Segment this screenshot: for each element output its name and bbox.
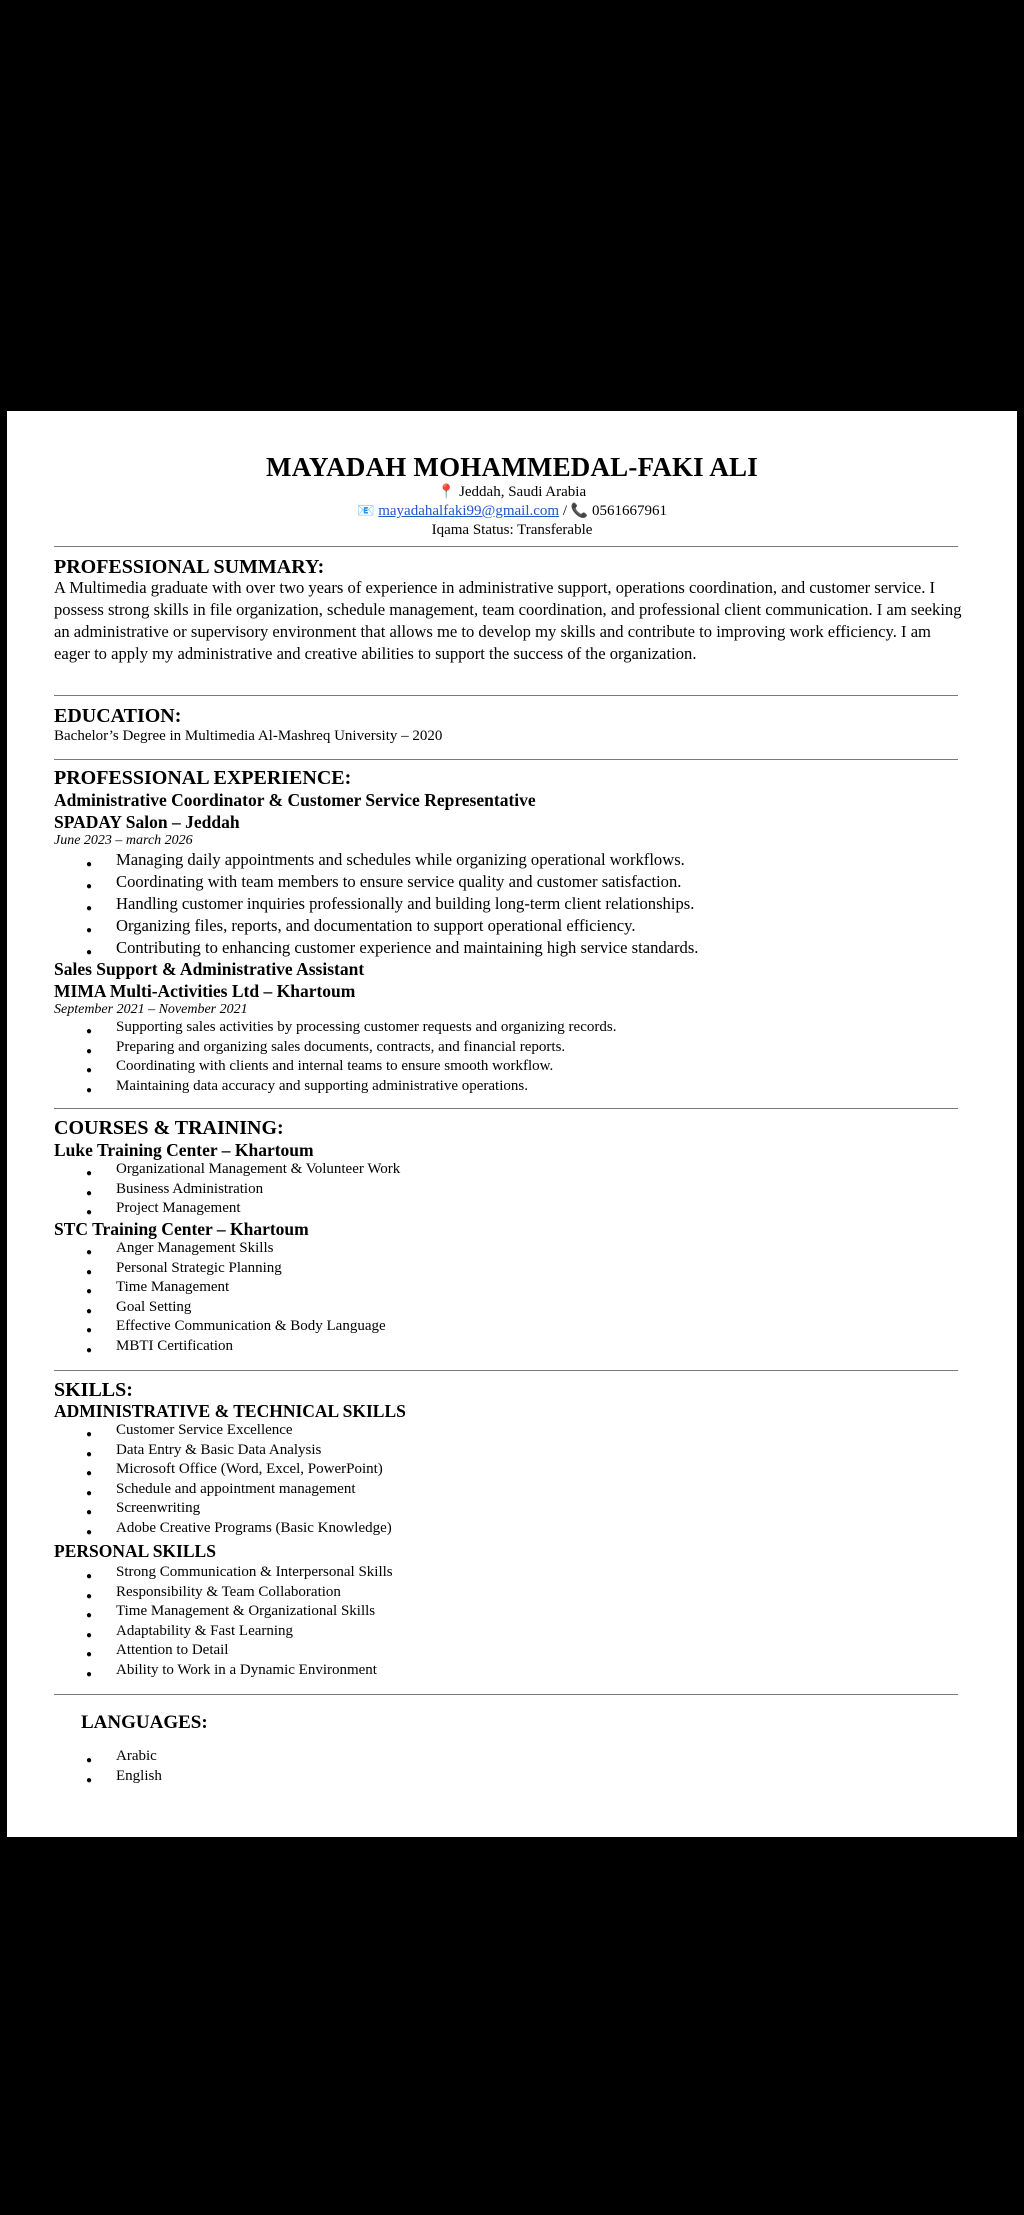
experience-title: PROFESSIONAL EXPERIENCE:	[54, 767, 352, 789]
skills-title: SKILLS:	[54, 1379, 133, 1401]
education-title: EDUCATION:	[54, 705, 182, 727]
divider	[54, 1108, 958, 1109]
list-item: ● Goal Setting	[7, 1298, 386, 1318]
list-item: ● English	[7, 1767, 162, 1787]
candidate-name: MAYADAH MOHAMMEDAL-FAKI ALI	[266, 452, 758, 482]
divider	[54, 695, 958, 696]
list-item: ● Microsoft Office (Word, Excel, PowerPoint)	[7, 1460, 392, 1480]
resume-page	[7, 411, 1017, 1837]
email-link[interactable]: mayadahalfaki99@gmail.com	[378, 503, 560, 519]
list-item: ● Coordinating with clients and internal teams to ensure smooth workflow.	[7, 1057, 616, 1077]
skills-list	[7, 1563, 393, 1681]
training-center: Luke Training Center – Khartoum	[54, 1140, 314, 1160]
job-company: MIMA Multi-Activities Ltd – Khartoum	[54, 981, 356, 1001]
languages-title: LANGUAGES:	[81, 1712, 208, 1733]
list-item: ● Organizing files, reports, and documentation to support operational efficiency.	[7, 915, 698, 937]
divider	[54, 1370, 958, 1371]
job-dates: September 2021 – November 2021	[54, 1002, 248, 1017]
list-item: ● Adobe Creative Programs (Basic Knowledge)	[7, 1519, 392, 1539]
list-item: ● Ability to Work in a Dynamic Environment	[7, 1661, 393, 1681]
list-item: ● Time Management	[7, 1278, 386, 1298]
list-item: ● MBTI Certification	[7, 1337, 386, 1357]
skills-group-title: PERSONAL SKILLS	[54, 1541, 216, 1561]
list-item: ● Personal Strategic Planning	[7, 1259, 386, 1279]
education-text: Bachelor’s Degree in Multimedia Al-Mashreq University – 2020	[54, 728, 443, 744]
list-item: ● Organizational Management & Volunteer Work	[7, 1160, 400, 1180]
list-item: ● Arabic	[7, 1747, 162, 1767]
list-item: ● Project Management	[7, 1199, 400, 1219]
job-role: Administrative Coordinator & Customer Service Representative	[54, 790, 536, 810]
languages-list	[7, 1747, 162, 1786]
contact-separator: /	[562, 503, 567, 519]
course-list	[7, 1160, 400, 1219]
summary-title: PROFESSIONAL SUMMARY:	[54, 556, 325, 578]
envelope-icon: 📧	[357, 504, 375, 519]
job-role: Sales Support & Administrative Assistant	[54, 959, 365, 979]
contact-line	[7, 502, 1017, 521]
list-item: ● Anger Management Skills	[7, 1239, 386, 1259]
list-item: ● Contributing to enhancing customer experience and maintaining high service standards.	[7, 937, 698, 959]
location-line	[7, 483, 1017, 502]
list-item: ● Customer Service Excellence	[7, 1421, 392, 1441]
list-item: ● Coordinating with team members to ensure service quality and customer satisfaction.	[7, 871, 698, 893]
list-item: ● Responsibility & Team Collaboration	[7, 1583, 393, 1603]
location: Jeddah, Saudi Arabia	[459, 484, 587, 500]
list-item: ● Handling customer inquiries professionally and building long-term client relationships.	[7, 893, 698, 915]
divider	[54, 546, 958, 547]
list-item: ● Supporting sales activities by processing customer requests and organizing records.	[7, 1018, 616, 1038]
list-item: ● Schedule and appointment management	[7, 1480, 392, 1500]
list-item: ● Preparing and organizing sales documents, contracts, and financial reports.	[7, 1038, 616, 1058]
divider	[54, 1694, 958, 1695]
job-dates: June 2023 – march 2026	[54, 833, 193, 848]
list-item: ● Time Management & Organizational Skills	[7, 1602, 393, 1622]
iqama-status: Iqama Status: Transferable	[431, 522, 593, 538]
list-item: ● Attention to Detail	[7, 1641, 393, 1661]
training-center: STC Training Center – Khartoum	[54, 1219, 309, 1239]
summary-text: A Multimedia graduate with over two years of experience in administrative support, operations coordination, and customer service. I possess strong skills in file organization, schedule management, team coordination, and professional client communication. I am seeking an administrative or supervisory environment that allows me to develop my skills and contribute to improving work efficiency. I am eager to apply my administrative and creative abilities to support the success of the organization.	[54, 578, 962, 663]
phone-icon: 📞	[570, 504, 589, 519]
job-duties-list	[7, 849, 698, 959]
skills-group-title: ADMINISTRATIVE & TECHNICAL SKILLS	[54, 1401, 406, 1421]
courses-title: COURSES & TRAINING:	[54, 1117, 284, 1139]
list-item: ● Managing daily appointments and schedules while organizing operational workflows.	[7, 849, 698, 871]
course-list	[7, 1239, 386, 1357]
skills-list	[7, 1421, 392, 1539]
list-item: ● Screenwriting	[7, 1499, 392, 1519]
divider	[54, 759, 958, 760]
list-item: ● Adaptability & Fast Learning	[7, 1622, 393, 1642]
list-item: ● Business Administration	[7, 1180, 400, 1200]
job-company: SPADAY Salon – Jeddah	[54, 812, 240, 832]
list-item: ● Effective Communication & Body Language	[7, 1317, 386, 1337]
pin-icon: 📍	[437, 485, 456, 500]
phone-number: 0561667961	[591, 503, 667, 519]
job-duties-list	[7, 1018, 616, 1096]
list-item: ● Strong Communication & Interpersonal Skills	[7, 1563, 393, 1583]
list-item: ● Maintaining data accuracy and supporting administrative operations.	[7, 1077, 616, 1097]
list-item: ● Data Entry & Basic Data Analysis	[7, 1441, 392, 1461]
